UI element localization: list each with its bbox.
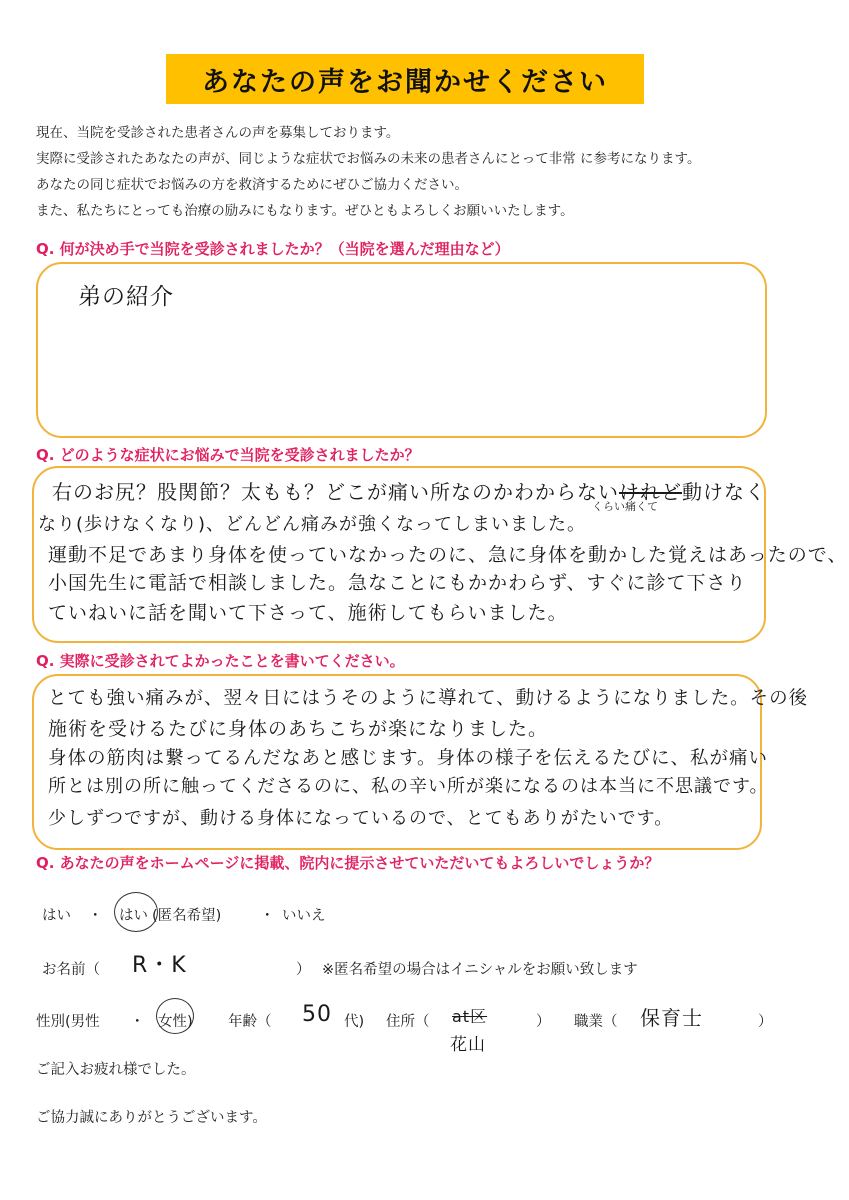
answer-box-symptoms[interactable] xyxy=(32,466,848,643)
age-value[interactable]: 50 xyxy=(302,1002,332,1027)
job-close: ） xyxy=(758,1014,773,1030)
answer-reason-text: 弟の紹介 xyxy=(78,284,174,310)
question-permission: Q. あなたの声をホームページに掲載、院内に提示させていただいてもよろしいでしょうか？ xyxy=(36,854,660,872)
anonymous-note: ※匿名希望の場合はイニシャルをお願い致します xyxy=(322,962,638,978)
intro-line: 実際に受診されたあなたの声が、同じような症状でお悩みの未来の患者さんにとって非常 に参考になります。 xyxy=(36,151,701,167)
answer-good-points-line: 施術を受けるたびに身体のあちこちが楽になりました。 xyxy=(48,718,549,740)
answer-box-reason[interactable] xyxy=(36,262,767,438)
answer-good-points-line: とても強い痛みが、翌々日にはうそのように導れて、動けるようになりました。その後 xyxy=(48,688,809,709)
name-value[interactable]: R・K xyxy=(132,953,187,978)
intro-line: 現在、当院を受診された患者さんの声を募集しております。 xyxy=(36,125,400,141)
question-good-points: Q. 実際に受診されてよかったことを書いてください。 xyxy=(36,652,405,670)
answer-symptoms-line: 小国先生に電話で相談しました。急なことにもかかわらず、すぐに診て下さり xyxy=(48,572,747,594)
anonymous-label: (匿名希望) xyxy=(152,908,222,924)
closing-line: ご協力誠にありがとうございます。 xyxy=(36,1110,267,1126)
option-yes-anonymous[interactable]: はい xyxy=(119,908,148,924)
struck-text: けれど xyxy=(619,480,682,504)
closing-line: ご記入お疲れ様でした。 xyxy=(36,1062,196,1078)
answer-good-points-line: 所とは別の所に触ってくださるのに、私の辛い所が楽になるのは本当に不思議です。 xyxy=(48,776,769,797)
answer-symptoms-line: なり(歩けなくなり)、どんどん痛みが強くなってしまいました。 xyxy=(38,514,587,535)
intro-line: あなたの同じ症状でお悩みの方を救済するためにぜひご協力ください。 xyxy=(36,177,468,193)
question-reason: Q. 何が決め手で当院を受診されましたか？（当院を選んだ理由など） xyxy=(36,240,510,258)
answer-good-points-line: 少しずつですが、動ける身体になっているので、とてもありがたいです。 xyxy=(48,808,674,829)
option-no[interactable]: いいえ xyxy=(282,908,326,924)
page-title: あなたの声をお聞かせください xyxy=(166,54,644,104)
separator-dot: ・ xyxy=(88,908,103,924)
name-close: ） xyxy=(296,962,311,978)
answer-symptoms-text: 右のお尻？股関節？太もも？どこが痛い所なのかわからない xyxy=(52,480,619,504)
name-label: お名前（ xyxy=(42,962,100,978)
gender-female[interactable]: 女性) xyxy=(158,1014,193,1030)
answer-good-points-line: 身体の筋肉は繋ってるんだなあと感じます。身体の様子を伝えるたびに、私が痛い xyxy=(48,748,769,769)
answer-symptoms-line: 運動不足であまり身体を使っていなかったのに、急に身体を動かした覚えはあったので、 xyxy=(48,544,848,566)
address-label: 住所（ xyxy=(386,1014,430,1030)
answer-box-good-points[interactable] xyxy=(32,674,809,850)
intro-line: また、私たちにとっても治療の励みにもなります。ぜひともよろしくお願いいたします。 xyxy=(36,203,574,219)
address-struck: at区 xyxy=(452,1007,488,1026)
address-value[interactable]: 花山 xyxy=(450,1035,486,1055)
age-unit: 代) xyxy=(344,1014,365,1030)
inserted-text: くらい痛くて xyxy=(592,500,658,513)
address-close: ） xyxy=(536,1014,551,1030)
separator-dot: ・ xyxy=(130,1014,145,1030)
option-yes[interactable]: はい xyxy=(42,908,71,924)
answer-symptoms-line: ていねいに話を聞いて下さって、施術してもらいました。 xyxy=(48,602,568,624)
intro-text xyxy=(36,120,700,224)
job-value[interactable]: 保育士 xyxy=(640,1006,703,1030)
job-label: 職業（ xyxy=(574,1014,618,1030)
gender-label: 性別(男性 xyxy=(36,1014,100,1030)
answer-symptoms-line xyxy=(52,476,766,505)
age-label: 年齢（ xyxy=(228,1014,272,1030)
question-symptoms: Q. どのような症状にお悩みで当院を受診されましたか？ xyxy=(36,446,420,464)
separator-dot: ・ xyxy=(260,908,275,924)
answer-symptoms-text: 動けなく xyxy=(682,480,766,504)
